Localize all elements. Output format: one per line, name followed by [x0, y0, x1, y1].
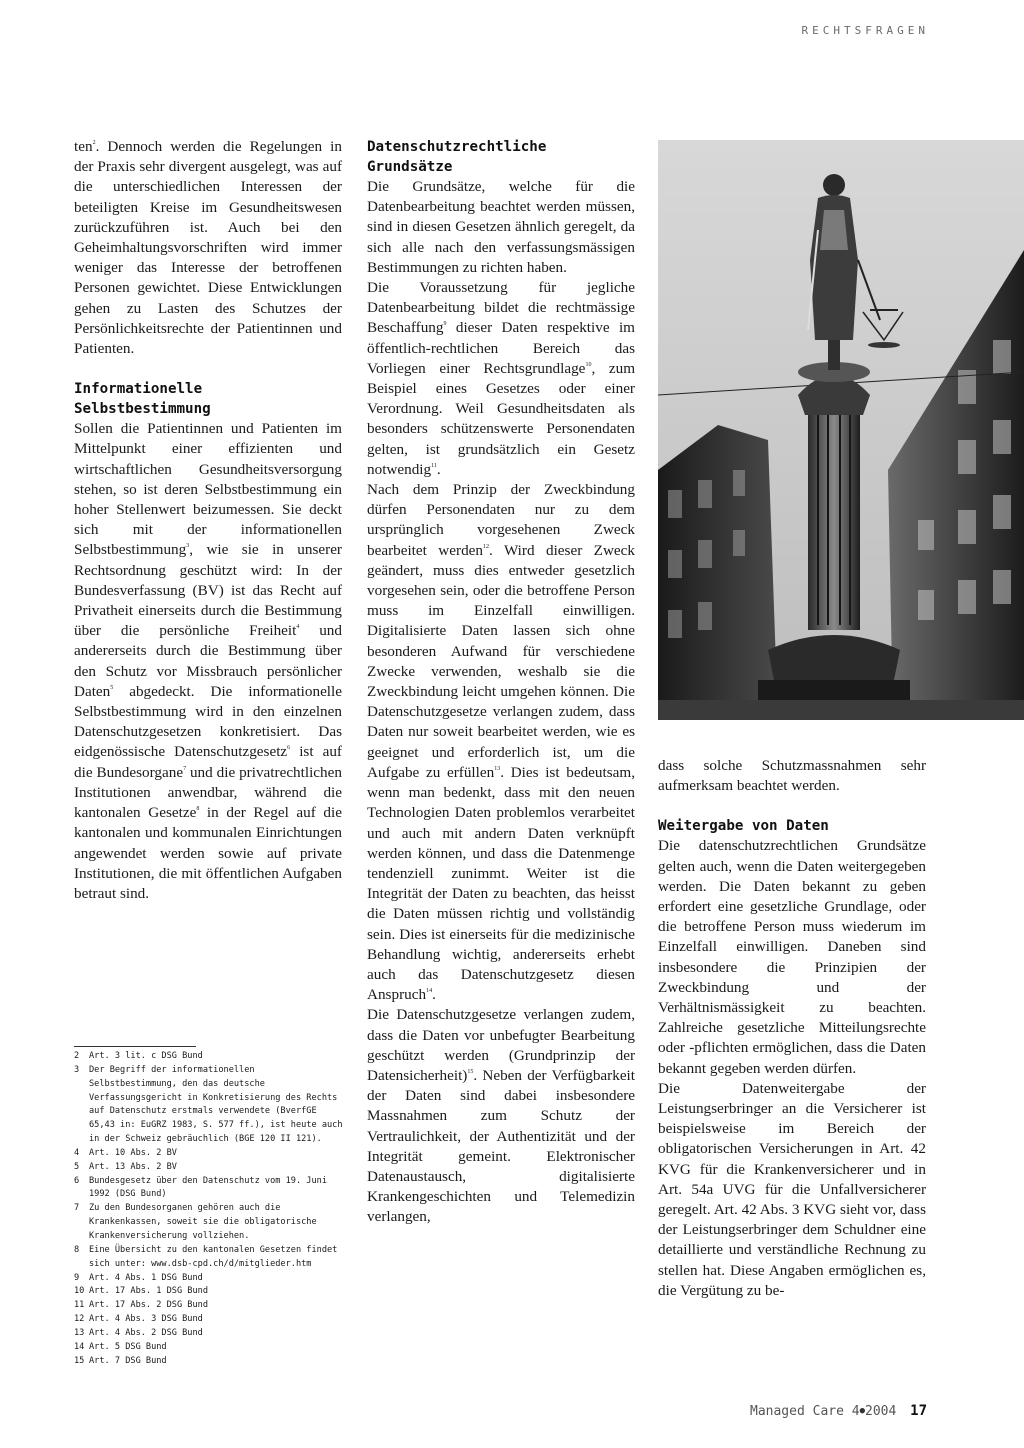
footnote-ref: 11 — [431, 462, 437, 469]
footnote-number: 8 — [74, 1244, 80, 1255]
text-column-1 — [74, 137, 342, 904]
paragraph: ten$^2$. Dennoch werden die Regelungen in der Praxis sehr divergent ausgelegt, was auf die unterschiedlichen Interessen der beteiligten Kreise im Gesundheitswesen zurückzuführen ist. Auch bei den Geheimhaltungsvorschriften wird immer weniger das Interesse der betroffenen Personen gewichtet. Diese Entwicklungen gehen zu Lasten des Schutzes der Persönlichkeitsrechte der Patientinnen und Patienten. — [74, 138, 342, 358]
footnote-item — [74, 1327, 346, 1341]
footnote-ref: 13 — [494, 765, 501, 772]
footnote-number: 11 — [74, 1300, 85, 1311]
footnote-text: Art. 4 Abs. 2 DSG Bund — [89, 1327, 203, 1338]
footnotes — [74, 1050, 346, 1368]
paragraph: Sollen die Patientinnen und Patienten im Mittelpunkt einer effizienten und wirtschaftlichen Gesundheitsversorgung stehen, so ist deren Selbstbestimmung ein hoher Stellenwert beizumessen. Sie deckt sich mit der informationellen Selbstbestimmung$^3$, wie sie in unserer Rechtsordnung geschützt wird: In der Bundesverfassung (BV) ist das Recht auf Privatheit einerseits durch die Bestimmung über die persönliche Freiheit$^4$ und andererseits durch die Bestimmung über den Schutz vor Missbrauch persönlicher Daten$^5$ abgedeckt. Die informationelle Selbstbestimmung wird in den einzelnen Datenschutzgesetzen konkretisiert. Das eidgenössische Datenschutzgesetz$^6$ ist auf die Bundesorgane$^7$ und die privatrechtlichen Institutionen anwendbar, während die kantonalen Gesetze$^8$ in der Regel auf die kantonalen und kommunalen Einrichtungen angewendet werden sowie auf private Institutionen, die mit öffentlichen Aufgaben betraut sind. — [74, 420, 342, 902]
footnote-item — [74, 1355, 346, 1369]
footnote-text: Art. 5 DSG Bund — [89, 1341, 167, 1352]
paragraph: Die Grundsätze, welche für die Datenbearbeitung beachtet werden müssen, sind in diesen Gesetzen ähnlich geregelt, da sich alle nach den verfassungsmässigen Bestimmungen zu richten haben. — [367, 178, 635, 276]
footnote-ref: 2 — [92, 140, 96, 146]
issue-year: 2004 — [865, 1404, 897, 1419]
footnote-number: 13 — [74, 1327, 85, 1338]
section-heading: Informationelle Selbstbestimmung — [74, 381, 211, 418]
footnote-text: Zu den Bundesorganen gehören auch die Krankenkassen, soweit sie die obligatorische Krankenversicherung vollziehen. — [89, 1203, 317, 1241]
bullet-icon: ● — [859, 1406, 865, 1416]
footnote-text: Art. 17 Abs. 2 DSG Bund — [89, 1300, 208, 1311]
footnote-number: 9 — [74, 1272, 80, 1283]
footnote-text: Eine Übersicht zu den kantonalen Gesetzen findet sich unter: www.dsb-cpd.ch/d/mitglieder.htm — [89, 1244, 338, 1269]
footnote-ref: 7 — [183, 765, 187, 772]
footnote-item — [74, 1299, 346, 1313]
footnote-ref: 10 — [585, 361, 592, 368]
paragraph: Nach dem Prinzip der Zweckbindung dürfen Personendaten nur zu dem ursprünglich vorgesehenen Zweck bearbeitet werden$^{12}$. Wird dieser Zweck geändert, muss dies entweder gesetzlich vorgesehen sein, oder die betroffene Person muss im Einzelfall einwilligen. Digitalisierte Daten lassen sich ohne besonderen Aufwand für verschiedene Zwecke verwenden, weshalb sie die Zweckbindung leicht umgehen können. Die Datenschutzgesetze verlangen zudem, dass Daten nur soweit bearbeitet werden, wie es geeignet und erforderlich ist, um die Aufgabe zu erfüllen$^{13}$. Dies ist bedeutsam, wenn man bedenkt, dass mit den neuen Technologien Daten problemlos verarbeitet und auch mit andern Daten verknüpft werden können, und dass die Datenmenge tendenziell zunimmt. Weiter ist die Integrität der Daten zu beachten, das heisst die Daten müssen richtig und vollständig sein. Dies ist einerseits für die medizinische Behandlung wichtig, andererseits erhebt auch das Datenschutzgesetz diesen Anspruch$^{14}$. — [367, 481, 636, 1004]
footnote-item — [74, 1313, 346, 1327]
footnote-number: 6 — [74, 1175, 80, 1186]
paragraph: Die Datenweitergabe der Leistungserbringer an die Versicherer ist beispielsweise im Bereich der obligatorischen Versicherungen in Art. 42 KVG für die Krankenversicherer und in Art. 54a UVG für die Unfallversicherer geregelt. Art. 42 Abs. 3 KVG sieht vor, dass der Leistungserbringer dem Schuldner eine detaillierte und verständliche Rechnung zu stellen hat. Diese Angaben ermöglichen es, die Vergütung zu be- — [658, 1079, 926, 1299]
footnote-text: Art. 4 Abs. 3 DSG Bund — [89, 1314, 203, 1325]
footnote-text: Art. 7 DSG Bund — [89, 1355, 167, 1366]
footnote-ref: 9 — [443, 321, 447, 328]
issue-number: 4 — [851, 1404, 860, 1419]
footnote-ref: 15 — [467, 1068, 474, 1075]
footnote-text: Art. 3 lit. c DSG Bund — [89, 1051, 203, 1061]
footnote-text: Art. 10 Abs. 2 BV — [89, 1147, 177, 1158]
page-footer — [750, 1403, 927, 1419]
footnote-number: 5 — [74, 1161, 80, 1172]
footnote-number: 10 — [74, 1286, 85, 1297]
footnote-item — [74, 1175, 346, 1203]
footnote-item — [74, 1161, 346, 1175]
footnote-item — [74, 1064, 346, 1147]
footnote-number: 4 — [74, 1147, 80, 1158]
footnote-item — [74, 1050, 346, 1064]
page-number: 17 — [910, 1403, 927, 1419]
footnote-item — [74, 1341, 346, 1355]
footnote-text: Der Begriff der informationellen Selbstbestimmung, den das deutsche Verfassungsgericht in Konkretisierung des Rechts auf Datenschutz erstmals verwendete (BverfGE 65,43 in: EuGRZ 1983, S. 577 ff.), ist heute auch in der Schweiz gebräuchlich (BGE 120 II 121). — [89, 1064, 343, 1145]
footnote-ref: 6 — [287, 745, 291, 752]
footnote-text: Art. 4 Abs. 1 DSG Bund — [89, 1272, 203, 1283]
footnote-item — [74, 1272, 346, 1286]
footnote-text: Art. 13 Abs. 2 BV — [89, 1161, 177, 1172]
paragraph: Die Datenschutzgesetze verlangen zudem, dass die Daten vor unbefugter Bearbeitung geschützt werden (Grundprinzip der Datensicherheit)$^{15}$. Neben der Verfügbarkeit der Daten sind dabei insbesondere Massnahmen zum Schutz der Vertraulichkeit, der Authentizität und der Integrität gemeint. Elektronischer Datenaustausch, digitalisierte Krankengeschichten und Telemedizin verlangen, — [367, 1006, 635, 1226]
footnote-number: 12 — [74, 1314, 85, 1325]
section-heading: Datenschutzrechtliche Grundsätze — [367, 139, 547, 175]
section-label: RECHTSFRAGEN — [801, 24, 929, 37]
paragraph: dass solche Schutzmassnahmen sehr aufmerksam beachtet werden. — [658, 757, 926, 795]
footnote-number: 3 — [74, 1064, 80, 1075]
footnote-number: 14 — [74, 1341, 85, 1352]
footnote-ref: 8 — [196, 806, 200, 813]
footnote-item — [74, 1285, 346, 1299]
justice-fountain-photo — [658, 140, 1024, 720]
section-heading: Weitergabe von Daten — [658, 818, 829, 835]
footnote-ref: 12 — [483, 543, 489, 550]
footnote-ref: 4 — [296, 624, 300, 631]
text-column-3 — [658, 756, 926, 1301]
footnote-item — [74, 1202, 346, 1244]
footnote-item — [74, 1147, 346, 1161]
footnote-number: 7 — [74, 1203, 80, 1214]
footnote-text: Art. 17 Abs. 1 DSG Bund — [89, 1286, 208, 1297]
paragraph: Die Voraussetzung für jegliche Datenbearbeitung bildet die rechtmässige Beschaffung$^9$ dieser Daten respektive im öffentlich-rechtlichen Bereich das Vorliegen einer Rechtsgrundlage$^{10}$, zum Beispiel eines Gesetzes oder einer Verordnung. Weil Gesundheitsdaten als besonders schützenswerte Personendaten gelten, ist grundsätzlich ein Gesetz notwendig$^{11}$. — [367, 279, 636, 478]
paragraph: Die datenschutzrechtlichen Grundsätze gelten auch, wenn die Daten weitergegeben werden. Die Daten bekannt zu geben erfordert eine gesetzliche Grundlage, oder die betroffene Person muss wiederum im Einzelfall einwilligen. Daneben sind insbesondere die Prinzipien der Zweckbindung und der Verhältnismässigkeit zu beachten. Zahlreiche gesetzliche Mitteilungsrechte oder -pflichten ermöglichen, dass die Daten bekannt gegeben werden dürfen. — [658, 837, 926, 1077]
footnote-text: Bundesgesetz über den Datenschutz vom 19. Juni 1992 (DSG Bund) — [89, 1175, 327, 1200]
footnote-item — [74, 1244, 346, 1272]
footnote-number: 2 — [74, 1051, 80, 1061]
journal-name: Managed Care — [750, 1404, 844, 1419]
footnote-ref: 5 — [110, 684, 114, 691]
footnote-ref: 14 — [426, 988, 433, 995]
footnote-ref: 3 — [186, 543, 190, 550]
text-column-2 — [367, 137, 635, 1228]
footnote-number: 15 — [74, 1355, 85, 1366]
footnote-divider — [74, 1046, 196, 1047]
